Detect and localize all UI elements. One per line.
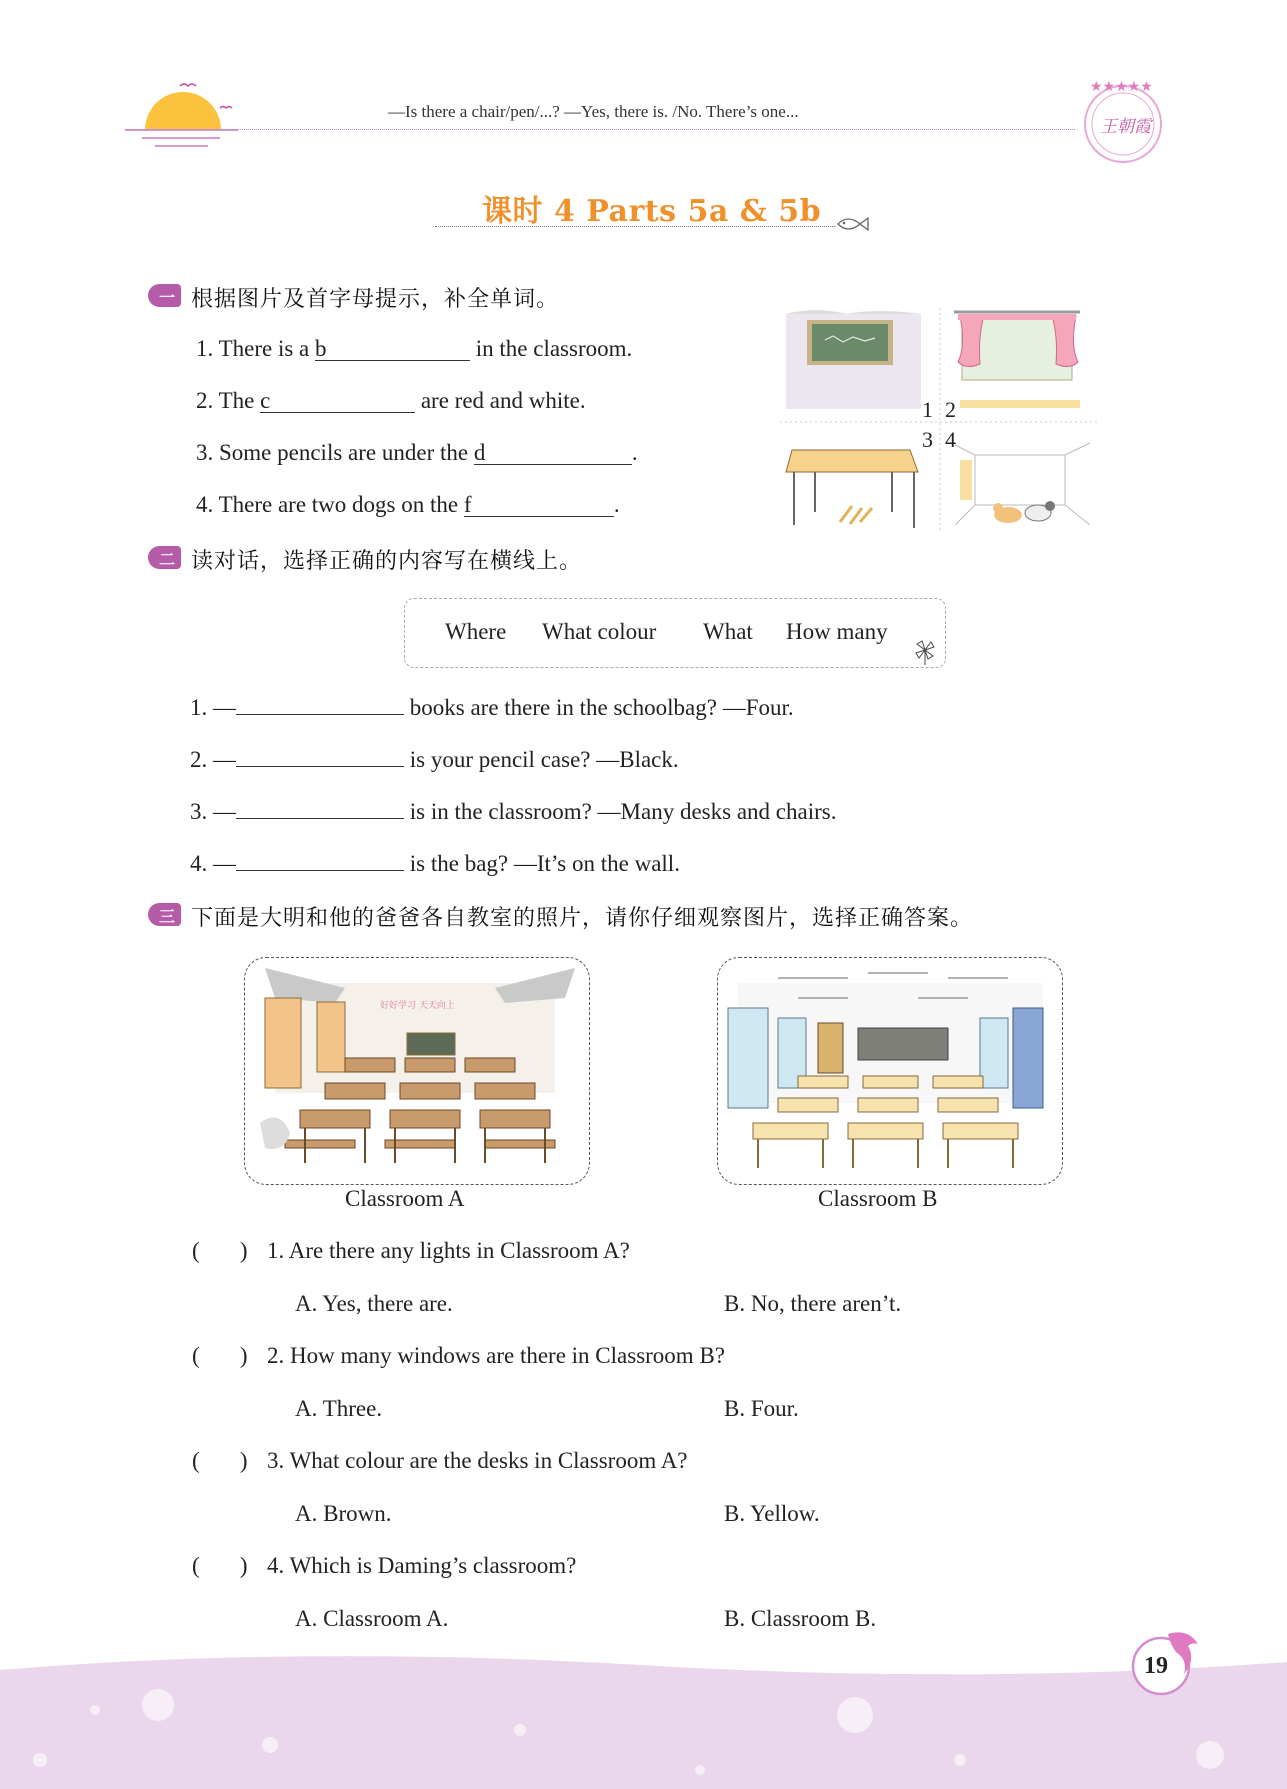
classroom-objects-illustration <box>780 300 1100 540</box>
word-option-what-colour: What colour <box>542 619 657 644</box>
dialog-blank-2[interactable] <box>236 742 404 767</box>
page-number: 19 <box>1144 1653 1168 1679</box>
answer-blank-3[interactable]: d <box>474 440 632 465</box>
publisher-logo <box>1080 78 1166 164</box>
picture-grid <box>780 300 1100 540</box>
lesson-title: 课时 4 Parts 5a & 5b <box>482 194 822 229</box>
word-option-where: Where <box>445 619 507 644</box>
svg-text:好好学习 天天向上: 好好学习 天天向上 <box>380 1001 455 1011</box>
header-divider <box>125 129 1075 130</box>
dialog-item-4: 4. — is the bag? —It’s on the wall. <box>190 846 680 877</box>
answer-bracket-3[interactable]: ( ) <box>192 1448 248 1473</box>
classroom-b-illustration <box>718 958 1062 1184</box>
pinwheel-icon <box>910 635 940 665</box>
fill-item-3: 3. Some pencils are under the d . <box>196 440 638 465</box>
dialog-blank-1[interactable] <box>236 690 404 715</box>
sunset-icon <box>120 78 245 153</box>
dialog-blank-4[interactable] <box>236 846 404 871</box>
classroom-a-caption: Classroom A <box>345 1186 465 1211</box>
word-bank <box>404 598 946 668</box>
question-2-option-b[interactable]: B. Four. <box>724 1396 799 1421</box>
picture-number-4: 4 <box>945 427 956 452</box>
picture-number-1: 1 <box>922 397 933 422</box>
footer-wave <box>0 1650 1287 1789</box>
dialog-blank-3[interactable] <box>236 794 404 819</box>
fish-icon <box>836 212 872 236</box>
answer-blank-4[interactable]: f <box>464 492 614 517</box>
header-text: —Is there a chair/pen/...? —Yes, there is. /No. There’s one... <box>388 102 799 121</box>
classroom-b-photo <box>717 957 1063 1185</box>
page-number-badge <box>1128 1636 1194 1702</box>
section-2-heading: 读对话，选择正确的内容写在横线上。 <box>191 549 583 574</box>
picture-number-2: 2 <box>945 397 956 422</box>
question-3-option-b[interactable]: B. Yellow. <box>724 1501 820 1526</box>
dialog-item-2: 2. — is your pencil case? —Black. <box>190 742 679 773</box>
question-1-option-b[interactable]: B. No, there aren’t. <box>724 1291 902 1316</box>
fill-item-2: 2. The c are red and white. <box>196 388 586 413</box>
section-2-badge: 二 <box>148 546 181 569</box>
section-1-badge: 一 <box>148 284 181 307</box>
question-4-text: 4. Which is Daming’s classroom? <box>267 1553 577 1578</box>
answer-bracket-1[interactable]: ( ) <box>192 1238 248 1263</box>
picture-number-3: 3 <box>922 427 933 452</box>
dialog-item-1: 1. — books are there in the schoolbag? —Four. <box>190 690 794 721</box>
dialog-item-3: 3. — is in the classroom? —Many desks and chairs. <box>190 794 836 825</box>
answer-bracket-4[interactable]: ( ) <box>192 1553 248 1578</box>
svg-text:★★★★★: ★★★★★ <box>1090 79 1153 95</box>
classroom-b-caption: Classroom B <box>818 1186 938 1211</box>
question-2-text: 2. How many windows are there in Classroom B? <box>267 1343 726 1368</box>
question-2-option-a[interactable]: A. Three. <box>295 1396 383 1421</box>
title-underline <box>435 226 835 227</box>
section-3-badge: 三 <box>148 903 181 926</box>
dolphin-icon <box>1128 1626 1218 1696</box>
answer-blank-1[interactable]: b <box>315 336 470 361</box>
question-1-text: 1. Are there any lights in Classroom A? <box>267 1238 630 1263</box>
question-3-text: 3. What colour are the desks in Classroom A? <box>267 1448 688 1473</box>
answer-blank-2[interactable]: c <box>260 388 415 413</box>
question-4-option-b[interactable]: B. Classroom B. <box>724 1606 877 1631</box>
classroom-a-illustration <box>245 958 589 1184</box>
word-option-what: What <box>703 619 753 644</box>
word-option-how-many: How many <box>786 619 888 644</box>
answer-bracket-2[interactable]: ( ) <box>192 1343 248 1368</box>
fill-item-1: 1. There is a b in the classroom. <box>196 336 633 361</box>
question-3-option-a[interactable]: A. Brown. <box>295 1501 392 1526</box>
logo-text: 王朝霞 <box>1100 117 1151 137</box>
question-4-option-a[interactable]: A. Classroom A. <box>295 1606 449 1631</box>
classroom-a-photo <box>244 957 590 1185</box>
fill-item-4: 4. There are two dogs on the f . <box>196 492 620 517</box>
question-1-option-a[interactable]: A. Yes, there are. <box>295 1291 453 1316</box>
section-1-heading: 根据图片及首字母提示，补全单词。 <box>191 287 560 312</box>
section-3-heading: 下面是大明和他的爸爸各自教室的照片，请你仔细观察图片，选择正确答案。 <box>191 906 974 931</box>
